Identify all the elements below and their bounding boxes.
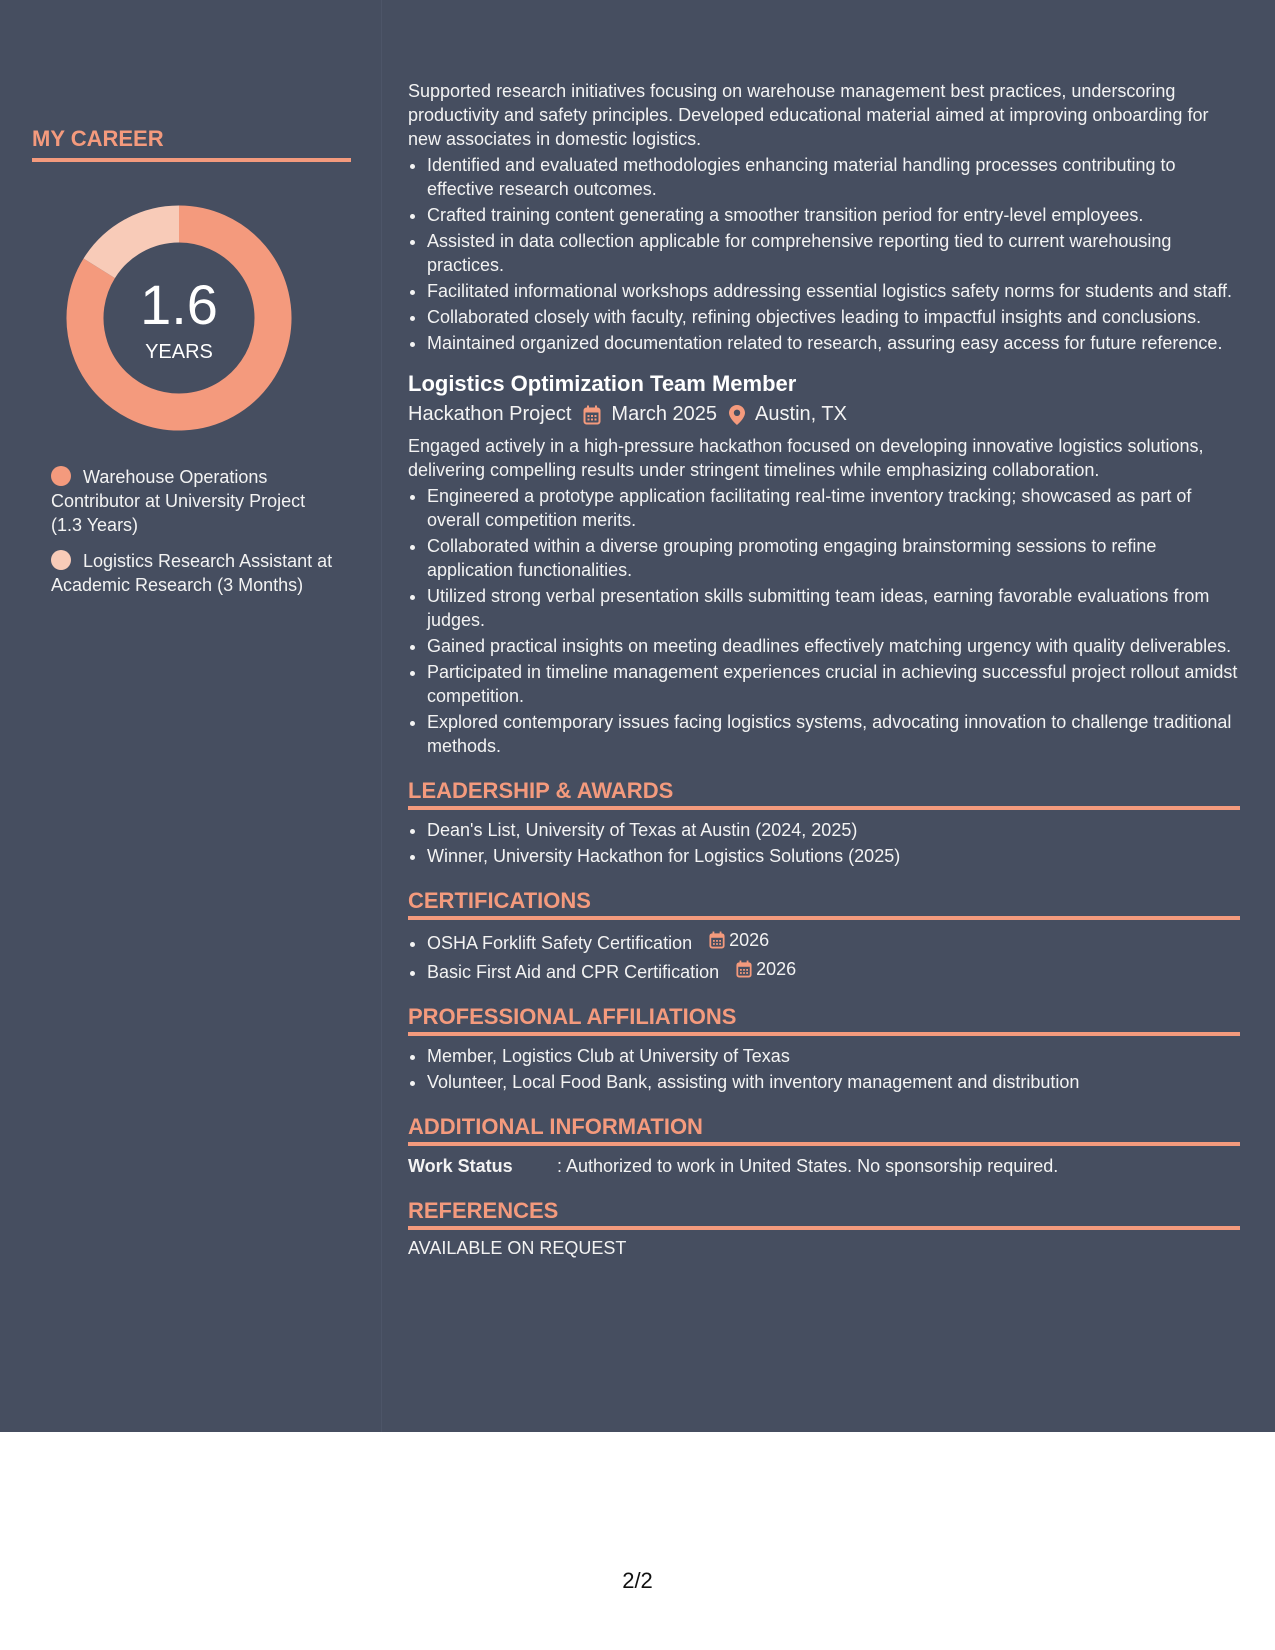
bullet-item: • Crafted training content generating a smoother transition period for entry-level employees.: [427, 203, 1240, 227]
career-heading: MY CAREER: [32, 126, 351, 162]
leadership-heading: LEADERSHIP & AWARDS: [408, 778, 1240, 810]
job-location: Austin, TX: [755, 403, 847, 425]
bullet-item: • Maintained organized documentation related to research, assuring easy access for future reference.: [427, 331, 1240, 355]
role-description: Supported research initiatives focusing on warehouse management best practices, underscoring productivity and safety principles. Developed educational material aimed at improving onboarding for new associates in domestic logistics.: [408, 81, 1209, 149]
certification-date: [736, 957, 796, 981]
affiliation-item: • Member, Logistics Club at University of Texas: [427, 1044, 1240, 1068]
bullet-item: • Explored contemporary issues facing logistics systems, advocating innovation to challenge traditional methods.: [427, 710, 1240, 758]
job-date: March 2025: [611, 403, 718, 425]
bullet-item: • Facilitated informational workshops addressing essential logistics safety norms for students and staff.: [427, 279, 1240, 303]
bullet-item: • Utilized strong verbal presentation skills submitting team ideas, earning favorable evaluations from judges.: [427, 584, 1240, 632]
certification-name: Basic First Aid and CPR Certification: [427, 962, 720, 982]
leadership-list: [408, 818, 1240, 868]
award-item: • Winner, University Hackathon for Logistics Solutions (2025): [427, 844, 1240, 868]
role-bullets: [408, 153, 1240, 355]
certifications-list: [408, 928, 1240, 984]
certification-year: 2026: [756, 959, 797, 979]
job-description: Engaged actively in a high-pressure hackathon focused on developing innovative logistics solutions, delivering compelling results under stringent timelines while emphasizing collaboration.: [408, 436, 1204, 480]
calendar-icon: [709, 931, 725, 949]
career-total-value: 1.6: [140, 273, 218, 336]
donut-segment: [99, 224, 179, 268]
bullet-item: • Collaborated closely with faculty, refining objectives leading to impactful insights and conclusions.: [427, 305, 1240, 329]
work-status-value: : Authorized to work in United States. No sponsorship required.: [557, 1156, 1059, 1176]
certifications-heading: CERTIFICATIONS: [408, 888, 1240, 920]
references-heading: REFERENCES: [408, 1198, 1240, 1230]
bullet-item: • Participated in timeline management experiences crucial in achieving successful project rollout amidst competition.: [427, 660, 1240, 708]
work-status-row: [408, 1154, 1240, 1178]
career-total-unit: YEARS: [145, 341, 213, 363]
certification-item: [427, 928, 1240, 955]
job-meta: [408, 403, 1240, 426]
additional-info-heading: ADDITIONAL INFORMATION: [408, 1114, 1240, 1146]
legend-label: Logistics Research Assistant at Academic Research (3 Months): [51, 551, 333, 595]
certification-name: OSHA Forklift Safety Certification: [427, 933, 693, 953]
legend-item: [51, 549, 341, 597]
affiliations-heading: PROFESSIONAL AFFILIATIONS: [408, 1004, 1240, 1036]
certification-date: [709, 928, 769, 952]
certification-item: [427, 957, 1240, 984]
job-company: Hackathon Project: [408, 403, 572, 425]
experience-section: [408, 79, 1240, 1259]
calendar-icon: [583, 405, 601, 425]
bullet-item: • Engineered a prototype application facilitating real-time inventory tracking; showcased as part of overall competition merits.: [427, 484, 1240, 532]
left-column: [0, 0, 382, 1432]
work-status-label: Work Status: [408, 1156, 513, 1176]
legend-dot: [51, 466, 71, 486]
bullet-item: • Identified and evaluated methodologies enhancing material handling processes contributing to effective research outcomes.: [427, 153, 1240, 201]
affiliations-list: [408, 1044, 1240, 1094]
legend-label: Warehouse Operations Contributor at University Project (1.3 Years): [51, 467, 306, 535]
bullet-item: • Assisted in data collection applicable for comprehensive reporting tied to current warehousing practices.: [427, 229, 1240, 277]
page-number: 2/2: [622, 1568, 653, 1593]
location-pin-icon: [729, 405, 745, 425]
bullet-item: • Gained practical insights on meeting deadlines effectively matching urgency with quality deliverables.: [427, 634, 1240, 658]
job-title: Logistics Optimization Team Member: [408, 371, 797, 396]
job-bullets: [408, 484, 1240, 758]
legend-dot: [51, 550, 71, 570]
career-legend: [51, 465, 341, 609]
references-text: AVAILABLE ON REQUEST: [408, 1238, 627, 1258]
award-item: • Dean's List, University of Texas at Austin (2024, 2025): [427, 818, 1240, 842]
career-donut-chart: [66, 205, 292, 431]
bullet-item: • Collaborated within a diverse grouping promoting engaging brainstorming sessions to refine application functionalities.: [427, 534, 1240, 582]
certification-year: 2026: [729, 930, 770, 950]
calendar-icon: [736, 960, 752, 978]
legend-item: [51, 465, 341, 537]
affiliation-item: • Volunteer, Local Food Bank, assisting with inventory management and distribution: [427, 1070, 1240, 1094]
